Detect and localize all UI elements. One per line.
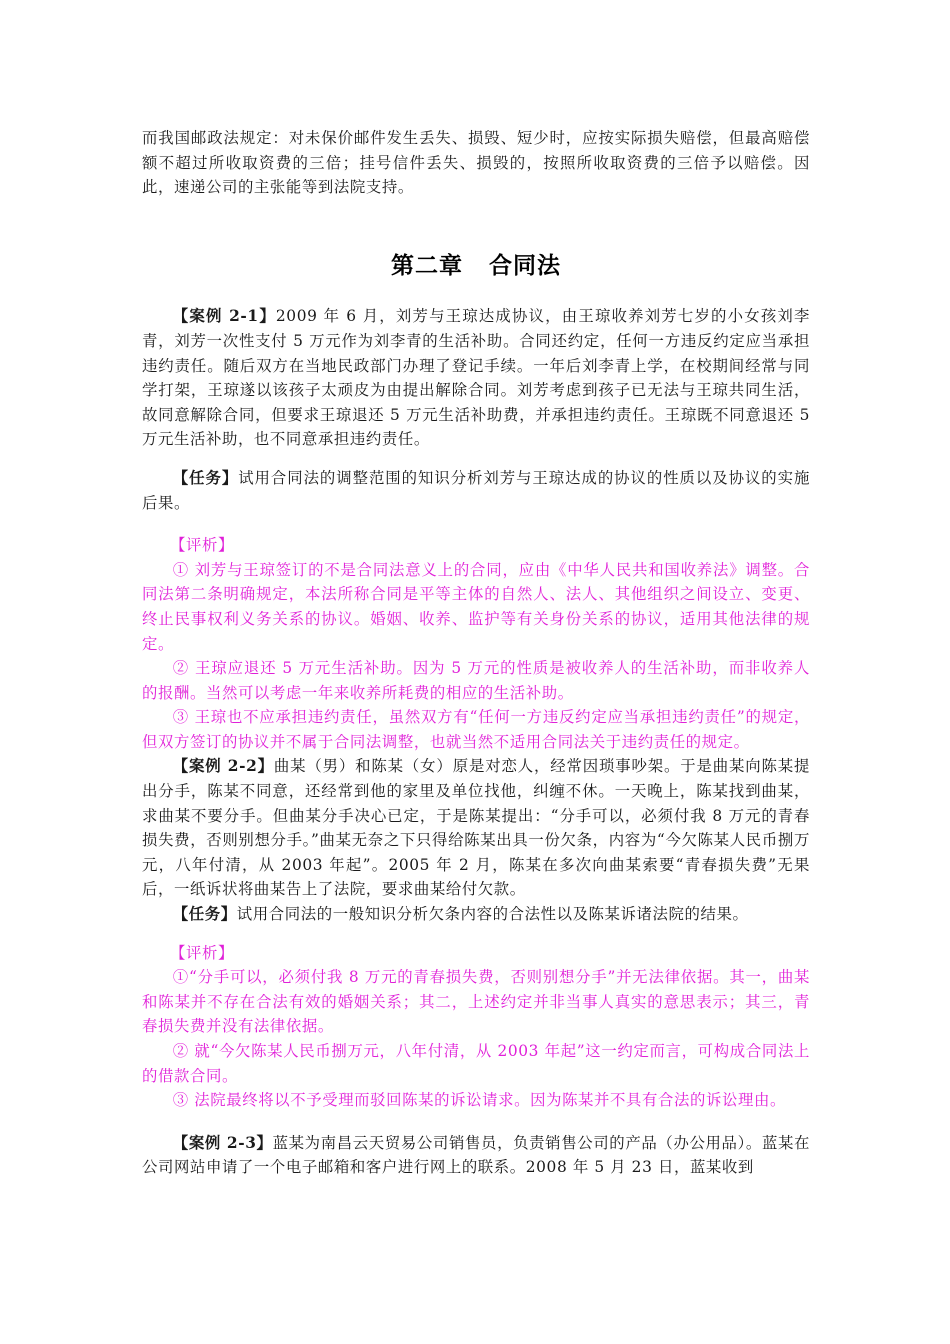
- case-2-1-label: 【案例 2-1】: [172, 307, 276, 326]
- case-2-1-analysis: [142, 533, 810, 754]
- case-2-2-paragraph: [142, 754, 810, 902]
- case-2-1-task-text: 试用合同法的调整范围的知识分析刘芳与王琼达成的协议的性质以及协议的实施后果。: [142, 468, 810, 512]
- case-2-3-label: 【案例 2-3】: [172, 1133, 273, 1152]
- case-2-3-text: 蓝某为南昌云天贸易公司销售员，负责销售公司的产品（办公用品）。蓝某在公司网站申请了一个电子邮箱和客户进行网上的联系。2008 年 5 月 23 日，蓝某收到: [142, 1133, 811, 1177]
- case-2-1-analysis-item: ③ 王琼也不应承担违约责任，虽然双方有“任何一方违反约定应当承担违约责任”的规定，但双方签订的协议并不属于合同法调整，也就当然不适用合同法关于违约责任的规定。: [142, 708, 810, 751]
- case-2-2-analysis-label: 【评析】: [170, 943, 234, 962]
- case-2-2-text: 曲某（男）和陈某（女）原是对恋人，经常因琐事吵架。于是曲某向陈某提出分手，陈某不同意，还经常到他的家里及单位找他，纠缠不休。一天晚上，陈某找到曲某，求曲某不要分手。但曲某分手决心已定，于是陈某提出：“分手可以，必须付我 8 万元的青春损失费，否则别想分手。”曲某无奈之下只得给陈某出具一份欠条，内容为“今欠陈某人民币捌万元，八年付清，从 2003 年起”。2005 年 2 月，陈某在多次向曲某索要“青春损失费”无果后，一纸诉状将曲某告上了法院，要求曲某给付欠款。: [142, 757, 810, 899]
- chapter-title: [142, 254, 810, 279]
- chapter-number: 第二章: [391, 252, 463, 279]
- case-2-2-task: [142, 902, 810, 927]
- case-2-1-text: 2009 年 6 月，刘芳与王琼达成协议，由王琼收养刘芳七岁的小女孩刘李青，刘芳一次性支付 5 万元作为刘李青的生活补助。合同还约定，任何一方违反约定应当承担违约责任。随后双方在当地民政部门办理了登记手续。一年后刘李青上学，在校期间经常与同学打架，王琼遂以该孩子太顽皮为由提出解除合同。刘芳考虑到孩子已无法与王琼共同生活，故同意解除合同，但要求王琼退还 5 万元生活补助费，并承担违约责任。王琼既不同意退还 5 万元生活补助，也不同意承担违约责任。: [142, 307, 810, 449]
- case-2-2-analysis-item: ①“分手可以，必须付我 8 万元的青春损失费，否则别想分手”并无法律依据。其一，曲某和陈某并不存在合法有效的婚姻关系；其二，上述约定并非当事人真实的意思表示；其三，青春损失费并没有法律依据。: [142, 968, 810, 1036]
- case-2-1-task: [142, 466, 810, 515]
- case-2-1-analysis-item: ② 王琼应退还 5 万元生活补助。因为 5 万元的性质是被收养人的生活补助，而非收养人的报酬。当然可以考虑一年来收养所耗费的相应的生活补助。: [142, 659, 810, 702]
- case-2-3-paragraph: [142, 1131, 810, 1180]
- chapter-name: 合同法: [489, 252, 561, 279]
- case-2-2-analysis-item: ② 就“今欠陈某人民币捌万元，八年付清，从 2003 年起”这一约定而言，可构成合同法上的借款合同。: [142, 1042, 810, 1085]
- case-2-1-paragraph: [142, 304, 810, 452]
- case-2-2-analysis: [142, 941, 810, 1113]
- document-page: [142, 126, 810, 1180]
- intro-paragraph: 而我国邮政法规定：对未保价邮件发生丢失、损毁、短少时，应按实际损失赔偿，但最高赔偿额不超过所收取资费的三倍；挂号信件丢失、损毁的，按照所收取资费的三倍予以赔偿。因此，速递公司的主张能等到法院支持。: [142, 129, 810, 197]
- case-2-1-analysis-item: ① 刘芳与王琼签订的不是合同法意义上的合同，应由《中华人民共和国收养法》调整。合同法第二条明确规定，本法所称合同是平等主体的自然人、法人、其他组织之间设立、变更、终止民事权利义务关系的协议。婚姻、收养、监护等有关身份关系的协议，适用其他法律的规定。: [142, 560, 810, 653]
- case-2-2-task-label: 【任务】: [172, 905, 237, 924]
- case-2-2-analysis-item: ③ 法院最终将以不予受理而驳回陈某的诉讼请求。因为陈某并不具有合法的诉讼理由。: [172, 1091, 786, 1110]
- case-2-1-analysis-label: 【评析】: [170, 536, 234, 555]
- case-2-2-label: 【案例 2-2】: [172, 757, 274, 776]
- case-2-2-task-text: 试用合同法的一般知识分析欠条内容的合法性以及陈某诉诸法院的结果。: [236, 905, 749, 924]
- case-2-1-task-label: 【任务】: [172, 468, 239, 487]
